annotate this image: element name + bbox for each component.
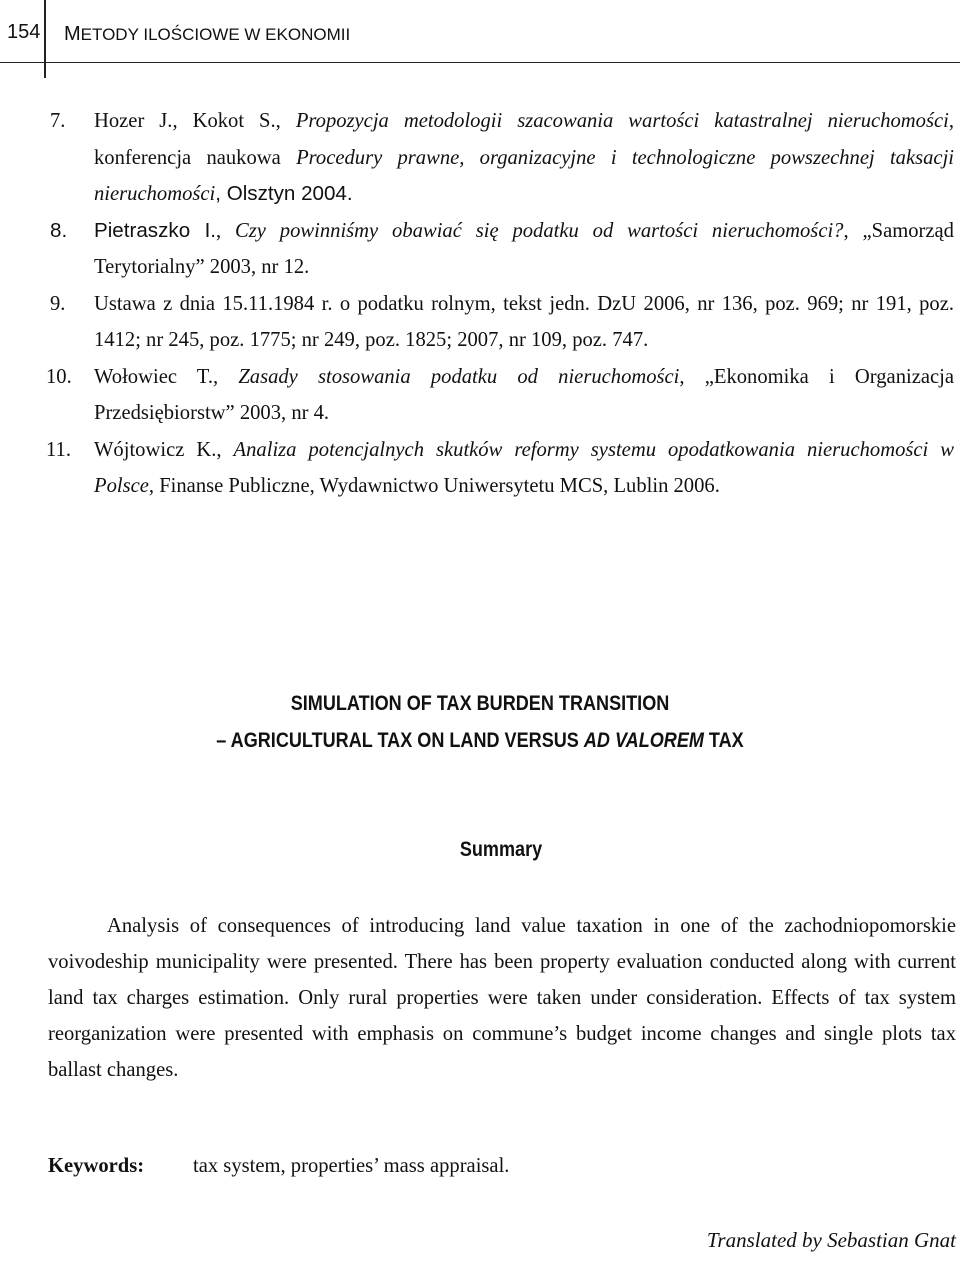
reference-text bbox=[94, 359, 954, 432]
reference-list bbox=[0, 103, 960, 505]
paper-title-line-2-prefix: – AGRICULTURAL TAX ON LAND VERSUS bbox=[216, 729, 584, 752]
summary-heading: Summary bbox=[459, 838, 543, 861]
running-title bbox=[64, 23, 350, 46]
keywords bbox=[48, 1155, 509, 1178]
reference-middle: , konferencja naukowa bbox=[94, 110, 954, 169]
reference-item bbox=[0, 213, 960, 286]
reference-separator: , bbox=[275, 110, 296, 132]
running-title-rest: ETODY ILOŚCIOWE W EKONOMII bbox=[80, 25, 351, 44]
paper-title bbox=[0, 685, 960, 759]
running-title-initial: M bbox=[64, 23, 81, 45]
reference-separator: , bbox=[216, 438, 234, 461]
reference-title: Zasady stosowania podatku od nieruchomości bbox=[238, 365, 680, 388]
reference-author: Hozer J., Kokot S. bbox=[94, 110, 276, 132]
reference-author: Wójtowicz K. bbox=[94, 438, 217, 461]
reference-text bbox=[94, 213, 954, 286]
header-vertical-rule bbox=[44, 0, 46, 78]
header-horizontal-rule bbox=[0, 62, 960, 63]
reference-item bbox=[0, 103, 960, 213]
reference-author: Wołowiec T. bbox=[94, 365, 213, 388]
keywords-label: Keywords: bbox=[48, 1155, 145, 1177]
reference-separator: , bbox=[216, 219, 236, 242]
running-header bbox=[0, 0, 960, 64]
paper-title-line-2 bbox=[67, 722, 893, 759]
reference-conference-title: Procedury prawne, organizacyjne i technologiczne powszechnej taksacji nieruchomości bbox=[94, 146, 955, 205]
reference-tail: , Finanse Publiczne, Wydawnictwo Uniwersytetu MCS, Lublin 2006. bbox=[148, 475, 720, 497]
reference-author: Pietraszko I. bbox=[94, 218, 217, 242]
reference-item bbox=[0, 432, 960, 505]
reference-text bbox=[94, 432, 954, 505]
reference-separator: , bbox=[212, 365, 239, 388]
reference-number: 10. bbox=[46, 365, 72, 388]
translator-credit: Translated by Sebastian Gnat bbox=[706, 1228, 956, 1252]
paper-title-line-2-suffix: TAX bbox=[703, 729, 744, 752]
reference-item bbox=[0, 286, 960, 359]
reference-title: Czy powinniśmy obawiać się podatku od wartości nieruchomości? bbox=[235, 219, 844, 242]
reference-tail: , Olsztyn 2004. bbox=[215, 182, 353, 205]
reference-item bbox=[0, 359, 960, 432]
reference-title: Propozycja metodologii szacowania wartości katastralnej nieruchomości bbox=[295, 110, 949, 132]
reference-number: 11. bbox=[46, 438, 71, 461]
summary-text: Analysis of consequences of introducing land value taxation in one of the zachodniopomorskie voivodeship municipality were presented. There has been property evaluation conducted along with current land tax charges estimation. Only rural properties were taken under consideration. Effects of tax system reorganization were presented with emphasis on commune’s budget income changes and single plots tax ballast changes. bbox=[48, 915, 956, 1081]
reference-title: Analiza potencjalnych skutków reformy systemu opodatkowania nieruchomości w Polsce bbox=[94, 438, 954, 497]
reference-tail: , „Samorząd Terytorialny” 2003, nr 12. bbox=[94, 219, 954, 278]
page-number: 154 bbox=[7, 21, 41, 43]
reference-text bbox=[94, 103, 954, 213]
reference-number: 8. bbox=[50, 218, 68, 242]
reference-number: 7. bbox=[50, 110, 66, 132]
paper-title-line-2-italic: AD VALOREM bbox=[583, 729, 704, 752]
keywords-value: tax system, properties’ mass appraisal. bbox=[193, 1155, 510, 1177]
reference-tail: , „Ekonomika i Organizacja Przedsiębiorstw” 2003, nr 4. bbox=[94, 365, 954, 424]
paper-title-line-1: SIMULATION OF TAX BURDEN TRANSITION bbox=[290, 692, 670, 715]
reference-number: 9. bbox=[50, 292, 66, 315]
reference-text: Ustawa z dnia 15.11.1984 r. o podatku rolnym, tekst jedn. DzU 2006, nr 136, poz. 969; nr 191, poz. 1412; nr 245, poz. 1775; nr 249, poz. 1825; 2007, nr 109, poz. 747. bbox=[94, 292, 954, 351]
